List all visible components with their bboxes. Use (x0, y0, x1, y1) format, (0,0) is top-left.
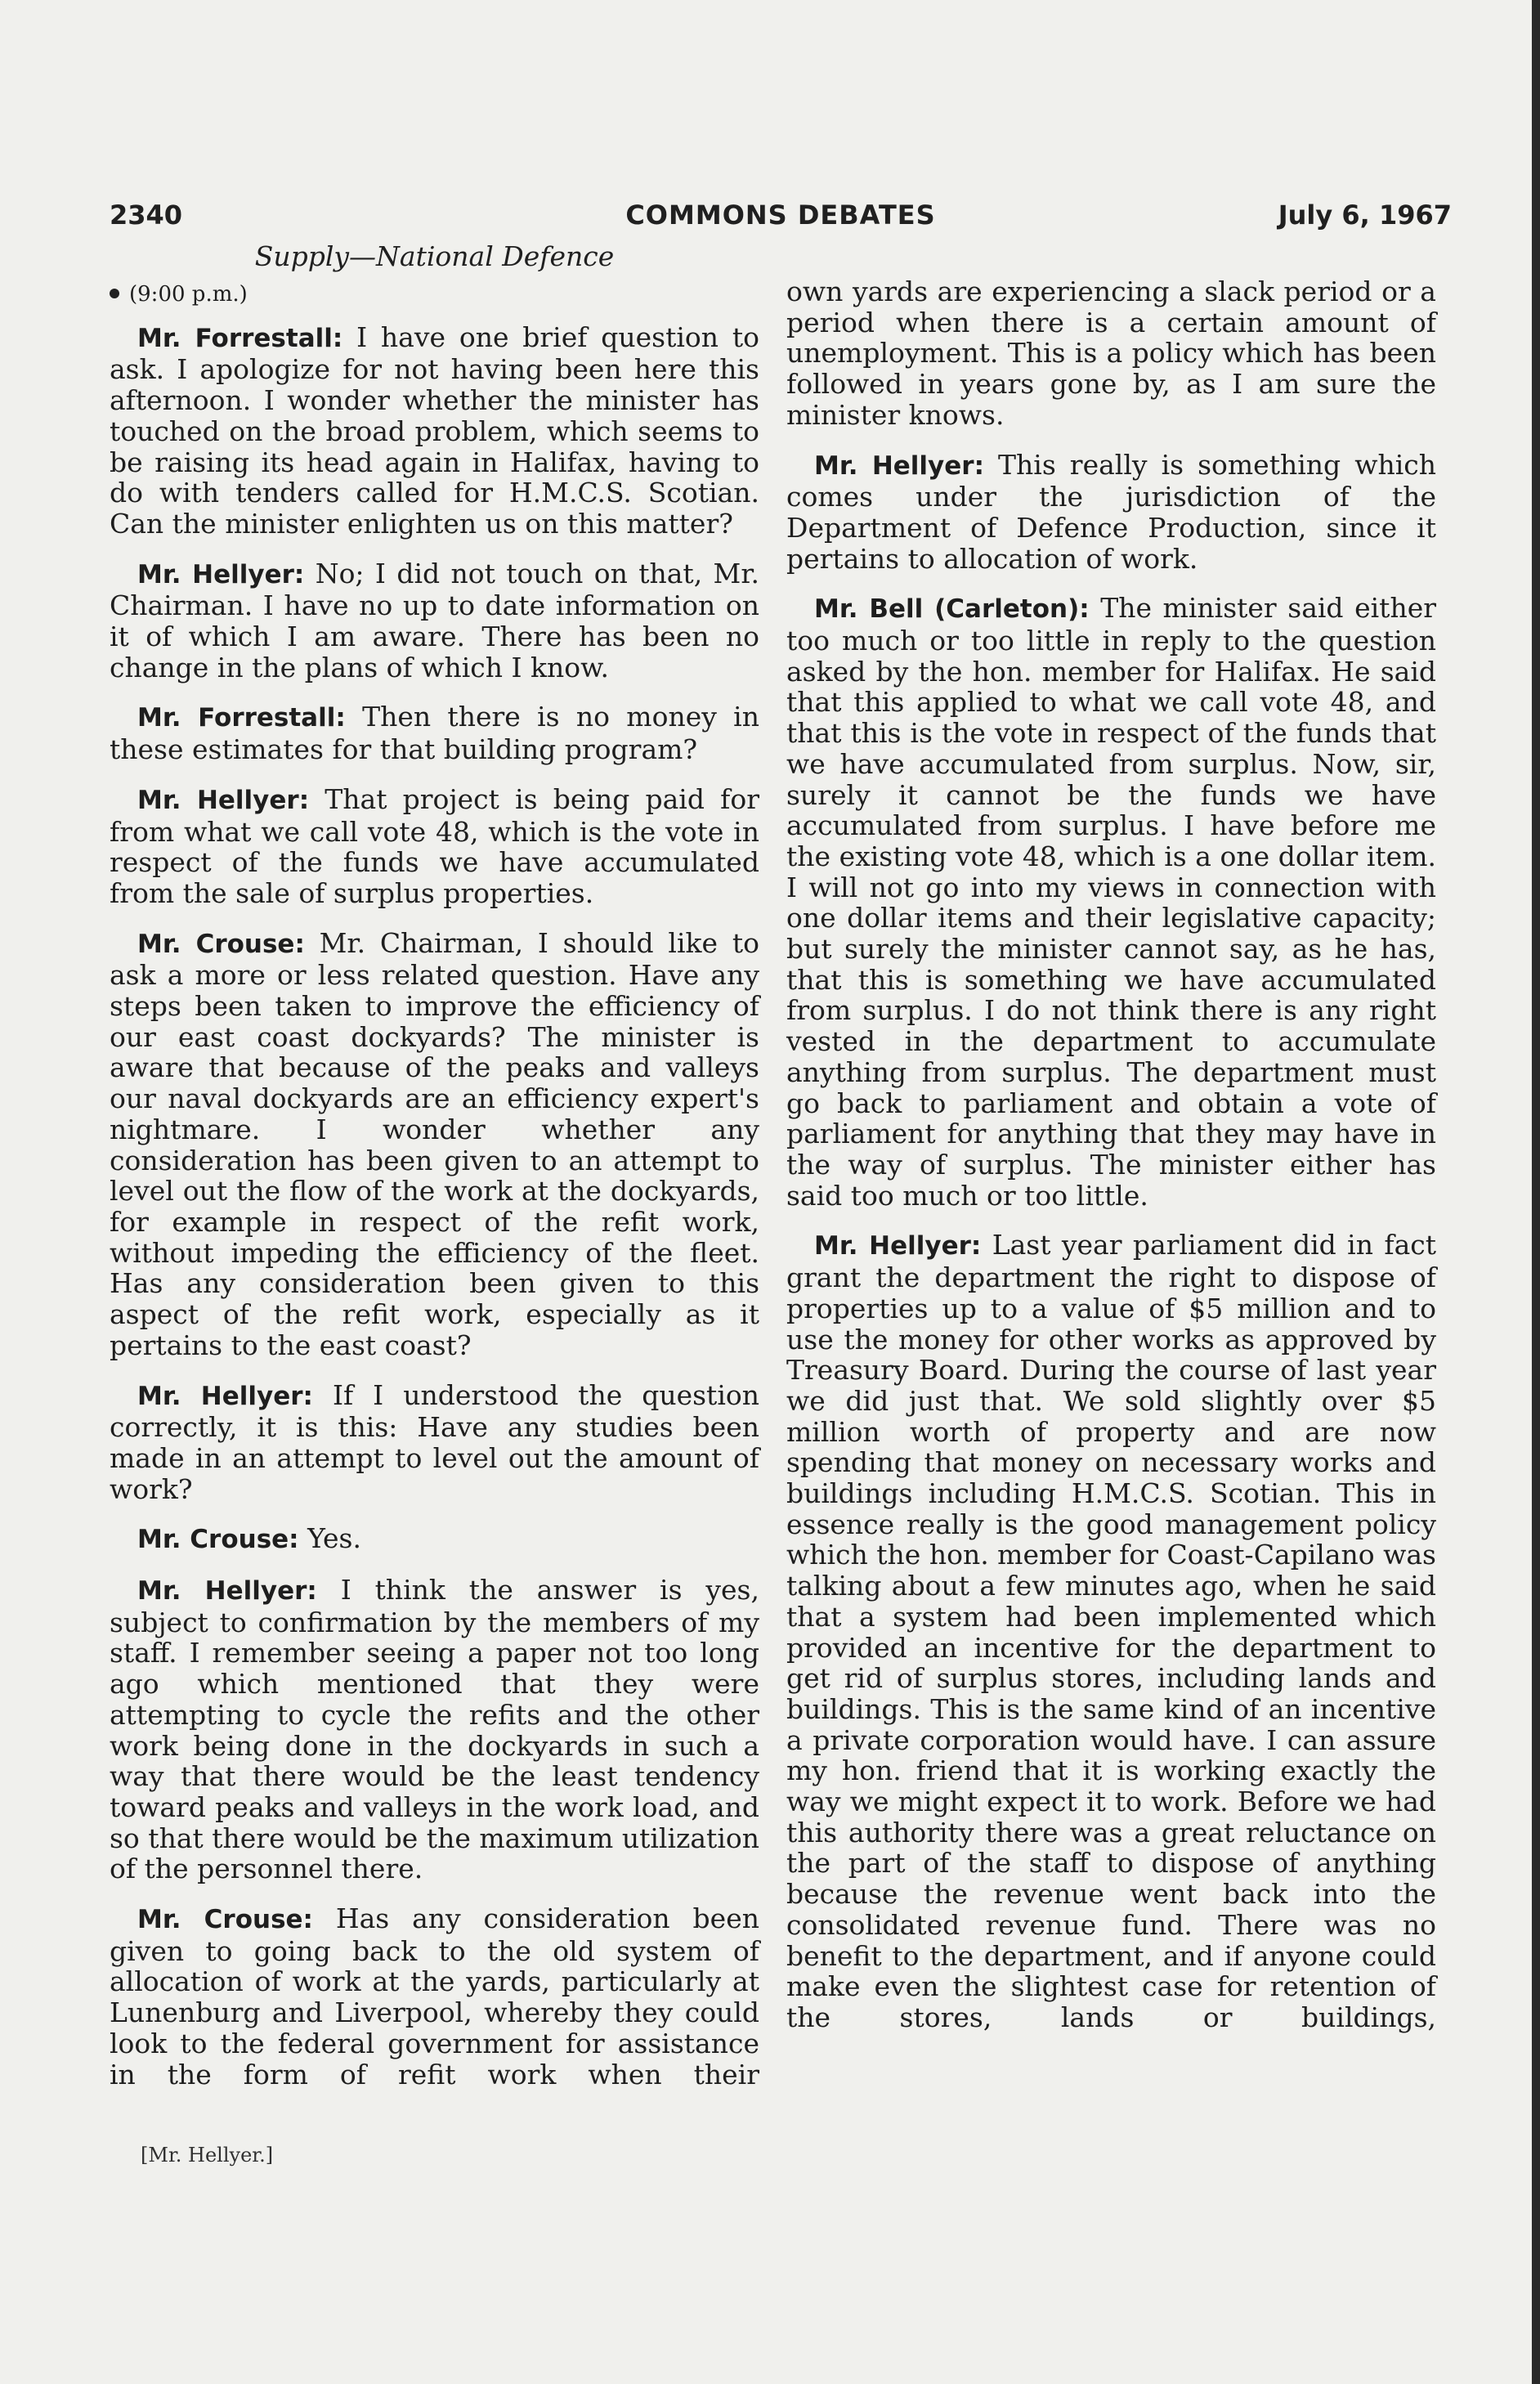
speech-paragraph (786, 1230, 1436, 2032)
speaker-name: Mr. Hellyer: (137, 785, 310, 815)
speaker-name: Mr. Hellyer: (137, 1381, 313, 1411)
scan-edge (1532, 0, 1540, 2384)
speech-text: I have one brief question to ask. I apologize for not having been here this afternoon. I wonder whether the minister has touched on the broad problem, which seems to be raising its head again in Halifax, having to do with tenders called for H.M.C.S. Scotian. Can the minister enlighten us on this matter? (110, 320, 759, 540)
speaker-name: Mr. Hellyer: (137, 1576, 317, 1607)
speech-text: If I understood the question correctly, it is this: Have any studies been made in an attempt to level out the amount of work? (110, 1378, 759, 1505)
speech-text: Mr. Chairman, I should like to ask a more or less related question. Have any steps been taken to improve the efficiency of our east coast dockyards? The minister is aware that because of the peaks and valleys our naval dockyards are an efficiency expert's nightmare. I wonder whether any consideration has been given to an attempt to level out the flow of the work at the dockyards, for example in respect of the refit work, without impeding the efficiency of the fleet. Has any consideration been given to this aspect of the refit work, especially as it pertains to the east coast? (110, 926, 759, 1361)
speech-paragraph (110, 1903, 759, 2090)
speech-text: The minister said either too much or too little in reply to the question asked by the hon. member for Halifax. He said that this applied to what we call vote 48, and that this is the vote in respect of the funds that we have accumulated from surplus. Now, sir, surely it cannot be the funds we have accumulated from surplus. I have before me the existing vote 48, which is a one dollar item. I will not go into my views in connection with one dollar items and their legislative capacity; but surely the minister cannot say, as he has, that this is something we have accumulated from surplus. I do not think there is any right vested in the department to accumulate anything from surplus. The department must go back to parliament and obtain a vote of parliament for anything that they may have in the way of surplus. The minister either has said too much or too little. (786, 592, 1436, 1212)
speech-text: No; I did not touch on that, Mr. Chairman. I have no up to date information on it of which I am aware. There has been no change in the plans of which I know. (110, 557, 759, 683)
speech-paragraph (786, 593, 1436, 1211)
page-number: 2340 (110, 199, 183, 231)
speech-text: That project is being paid for from what we call vote 48, which is the vote in respect of the funds we have accumulated from the sale of surplus properties. (110, 782, 759, 909)
time-marker (110, 280, 759, 311)
speaker-name: Mr. Bell (Carleton): (814, 594, 1090, 625)
speech-text: I think the answer is yes, subject to confirmation by the members of my staff. I remember seeing a paper not too long ago which mentioned that they were attempting to cycle the refits and the other work being done in the dockyards in such a way that there would be the least tendency toward peaks and valleys in the work load, and so that there would be the maximum utilization of the personnel there. (110, 1574, 759, 1885)
speaker-name: Mr. Forrestall: (137, 323, 343, 353)
time-text: (9:00 p.m.) (129, 282, 248, 307)
publication-date: July 6, 1967 (1278, 199, 1452, 231)
speech-paragraph (110, 1380, 759, 1505)
page-header (110, 199, 1452, 240)
speaker-name: Mr. Crouse: (137, 1525, 299, 1555)
speech-paragraph (110, 784, 759, 909)
speaker-name: Mr. Forrestall: (137, 703, 346, 733)
left-column (110, 280, 759, 2090)
speech-paragraph (110, 1575, 759, 1884)
speech-text: Last year parliament did in fact grant the department the right to dispose of properties up to a value of $5 million and to use the money for other works as approved by Treasury Board. During the course of last year we did just that. We sold slightly over $5 million worth of property and are now spending that money on necessary works and buildings including H.M.C.S. Scotian. This in essence really is the good management policy which the hon. member for Coast-Capilano was talking about a few minutes ago, when he said that a system had been implemented which provided an incentive for the department to get rid of surplus stores, including lands and buildings. This is the same kind of an incentive a private corporation would have. I can assure my hon. friend that it is working exactly the way we might expect it to work. Before we had this authority there was a great reluctance on the part of the staff to dispose of anything because the revenue went back into the consolidated revenue fund. There was no benefit to the department, and if anyone could make even the slightest case for retention of the stores, lands or buildings, (786, 1229, 1436, 2033)
continued-paragraph (786, 276, 1436, 431)
section-subject: Supply—National Defence (254, 240, 615, 272)
speaker-footer: [Mr. Hellyer.] (141, 2144, 274, 2167)
publication-title: COMMONS DEBATES (625, 199, 936, 231)
speaker-name: Mr. Hellyer: (814, 1231, 982, 1261)
speech-paragraph (110, 558, 759, 683)
speech-paragraph (110, 1523, 759, 1556)
speech-paragraph (110, 928, 759, 1361)
speech-text: Yes. (307, 1522, 361, 1555)
speech-text: Then there is no money in these estimates for that building program? (110, 701, 759, 766)
speech-paragraph (786, 450, 1436, 575)
speech-paragraph (110, 322, 759, 540)
speech-paragraph (110, 701, 759, 764)
speaker-name: Mr. Crouse: (137, 1905, 313, 1935)
speaker-name: Mr. Hellyer: (137, 559, 305, 589)
speech-text: Has any consideration been given to going back to the old system of allocation of work at the yards, particularly at Lunenburg and Liverpool, whereby they could look to the federal government for assistance in the form of refit work when their (110, 1902, 759, 2090)
speaker-name: Mr. Hellyer: (814, 450, 984, 481)
speaker-name: Mr. Crouse: (137, 929, 305, 959)
speech-text: This really is something which comes under the jurisdiction of the Department of Defence Production, since it pertains to allocation of work. (786, 448, 1436, 575)
bullet-icon (110, 289, 119, 298)
right-column (786, 276, 1436, 2033)
speech-text: own yards are experiencing a slack period or a period when there is a certain amount of unemployment. This is a policy which has been followed in years gone by, as I am sure the minister knows. (786, 276, 1436, 431)
